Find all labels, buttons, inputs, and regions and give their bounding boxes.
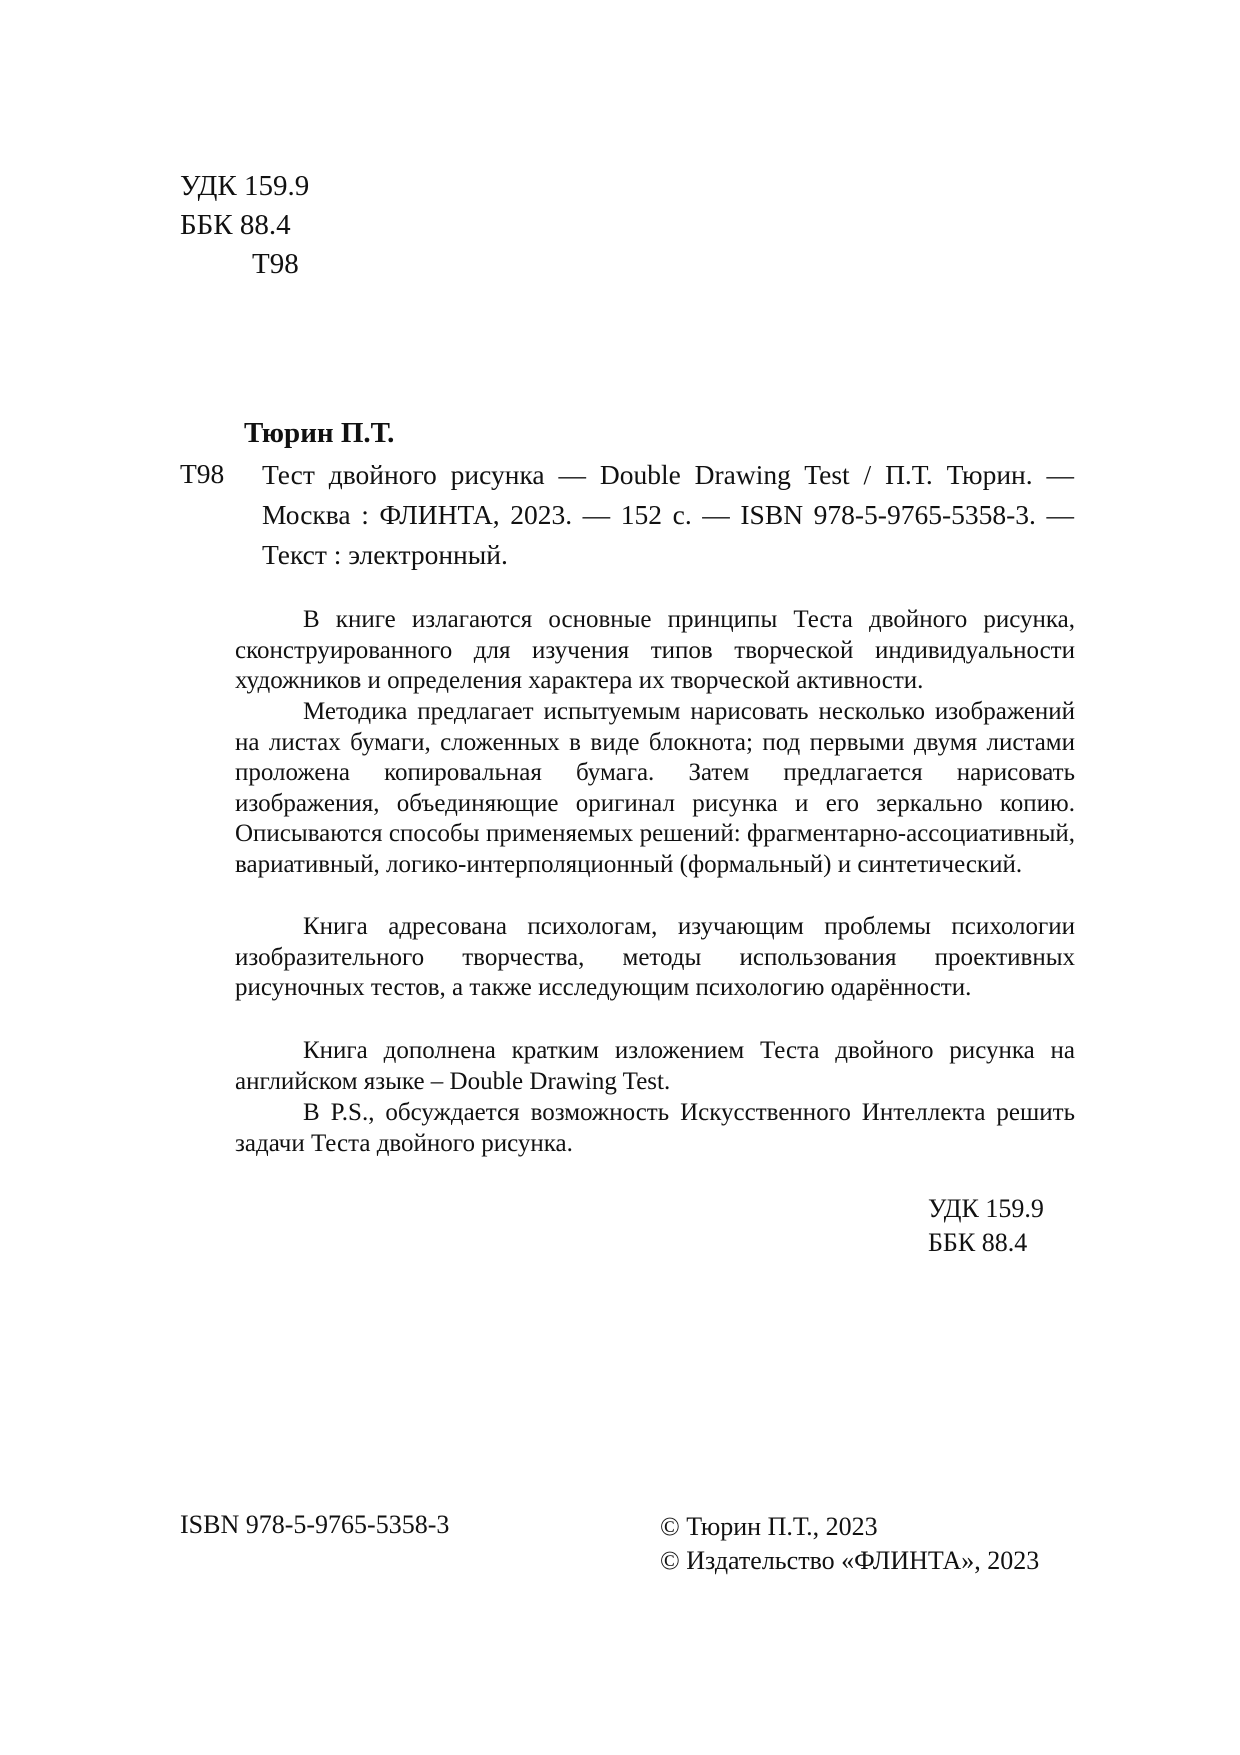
bbk-bottom: ББК 88.4 [928, 1228, 1028, 1257]
copyright-author: © Тюрин П.Т., 2023 [660, 1512, 878, 1541]
isbn: ISBN 978-5-9765-5358-3 [180, 1510, 450, 1539]
annotation-paragraph-1: В книге излагаются основные принципы Теста двойного рисунка, сконструированного для изучения типов творческой индивидуальности художников и определения характера их творческой активности. [235, 606, 1075, 695]
annotation-paragraph-2: Методика предлагает испытуемым нарисовать несколько изображений на листах бумаги, сложенных в виде блокнота; под первыми двумя листами проложена копировальная бумага. Затем предлагается нарисовать изображения, объединяющие оригинал рисунка и его зеркально копию. Описываются способы применяемых решений: фрагментарно-ассоциативный, вариативный, логико-интерполяционный (формальный) и синтетический. [235, 698, 1075, 878]
author-heading: Тюрин П.Т. [244, 417, 395, 449]
bbk-top: ББК 88.4 [180, 209, 291, 241]
author-sign: Т98 [180, 458, 225, 489]
copyright-publisher: © Издательство «ФЛИНТА», 2023 [660, 1546, 1040, 1575]
bibliographic-description: Тест двойного рисунка — Double Drawing Test / П.Т. Тюрин. — Москва : ФЛИНТА, 2023. — 152 с. — ISBN 978-5-9765-5358-3. — Текст : электронный. [262, 459, 1074, 570]
annotation-paragraph-4: Книга дополнена кратким изложением Теста двойного рисунка на английском языке – Double Drawing Test. [235, 1037, 1075, 1095]
author-sign-top: Т98 [252, 248, 299, 280]
annotation-paragraph-5: В P.S., обсуждается возможность Искусственного Интеллекта решить задачи Теста двойного рисунка. [235, 1099, 1075, 1157]
annotation-paragraph-3: Книга адресована психологам, изучающим проблемы психологии изобразительного творчества, методы использования проективных рисуночных тестов, а также исследующим психологию одарённости. [235, 913, 1075, 1002]
udk-bottom: УДК 159.9 [928, 1194, 1044, 1223]
udk-top: УДК 159.9 [180, 170, 310, 202]
